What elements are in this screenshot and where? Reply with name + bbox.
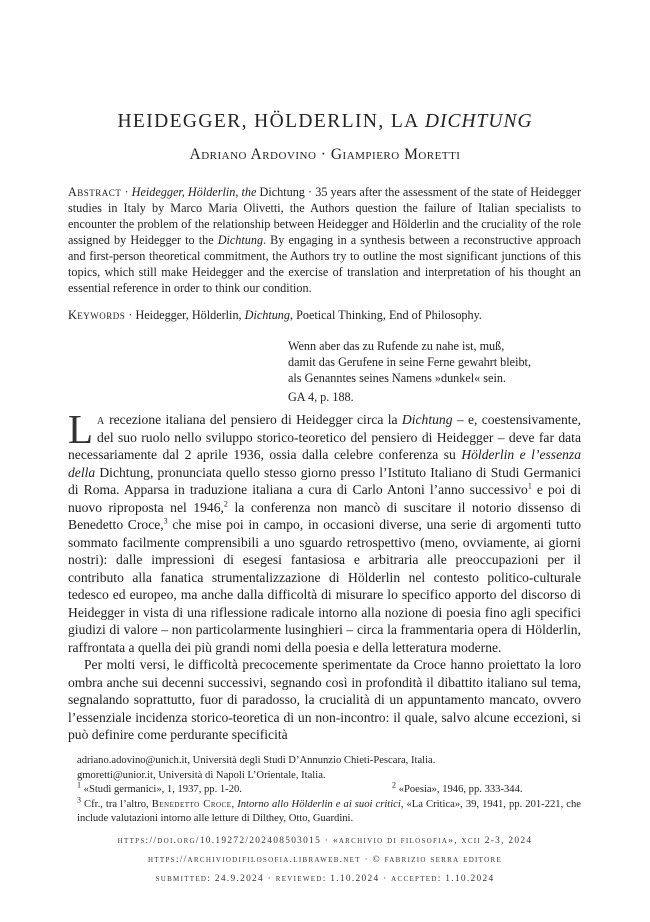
abstract-label: Abstract bbox=[68, 185, 122, 199]
abstract-dichtung: Dichtung bbox=[217, 233, 264, 247]
keywords bbox=[68, 307, 581, 323]
title-italic: DICHTUNG bbox=[424, 111, 533, 132]
abstract-title-italic: Heidegger, Hölderlin, the bbox=[131, 185, 257, 199]
footnote-1 bbox=[77, 780, 392, 798]
footnote-divider bbox=[68, 748, 581, 749]
body-text-run: recezione italiana del pensiero di Heidegger circa la bbox=[104, 412, 402, 427]
drop-cap-continuation: a bbox=[97, 412, 105, 427]
keywords-text-2: , Poetical Thinking, End of Philosophy. bbox=[290, 308, 482, 322]
footnote-text: Cfr., tra l’altro, bbox=[81, 798, 152, 810]
body-italic-run: Dichtung bbox=[401, 412, 453, 427]
keywords-label: Keywords bbox=[68, 308, 126, 322]
body-text-run: e poi di nuovo riproposta nel 1946, bbox=[68, 482, 581, 515]
footnote-ref[interactable]: 1 bbox=[527, 481, 532, 491]
footnote-number: 2 bbox=[392, 780, 396, 790]
authors-line: Adriano Ardovino · Giampiero Moretti bbox=[189, 146, 461, 163]
footnote-text: , «La Critica», 39, 1941, pp. 201-221, che include valutazioni intorno alle letture di Dilthey, Otto, Guardini. bbox=[77, 798, 581, 825]
footer-website-line: https://archiviodifilosofia.libraweb.net · © fabrizio serra editore bbox=[147, 855, 503, 865]
footnote-2 bbox=[392, 780, 523, 798]
footnote-text: , bbox=[231, 798, 238, 810]
footnotes bbox=[68, 754, 581, 827]
epigraph-line: Wenn aber das zu Rufende zu nahe ist, muß, bbox=[288, 339, 505, 353]
footnote-title: Intorno allo Hölderlin e ai suoi critici bbox=[237, 798, 401, 810]
abstract-text-1: · 35 years after the assessment of the state of Heidegger studies in Italy by Marco Maria Olivetti, the Authors question the failure of Italian specialists to encounter the problem of the relationship between Heidegger and Hölderlin and the cruciality of the role assigned by Heidegger to the bbox=[68, 185, 582, 247]
body-text-run: la conferenza non mancò di suscitare il notorio dissenso di Benedetto Croce, bbox=[68, 499, 581, 532]
body-italic-run: Hölderlin e l’essenza della bbox=[68, 447, 581, 480]
title-main: HEIDEGGER, HÖLDERLIN, LA bbox=[117, 111, 419, 132]
footnote-text: «Studi germanici», 1, 1937, pp. 1-20. bbox=[81, 784, 242, 796]
keywords-dichtung: Dichtung bbox=[244, 308, 290, 322]
abstract-text-2: . By engaging in a synthesis between a reconstructive approach and first-person theoretical commitment, the Authors try to outline the most significant junctions of this topics, which still make Heidegger and the exercise of translation and interpretation of his thought an essential reference in order to think our condition. bbox=[68, 233, 581, 295]
body-text-run: Dichtung, pronunciata quello stesso giorno presso l’Istituto Italiano di Studi Germanici di Roma. Apparsa in traduzione italiana a cura di Carlo Antoni l’anno successivo bbox=[68, 464, 581, 497]
epigraph bbox=[288, 338, 578, 405]
footnote-3 bbox=[68, 795, 581, 827]
epigraph-line: als Genanntes seines Namens »dunkel« sein. bbox=[288, 371, 506, 385]
article-title bbox=[0, 111, 650, 133]
body-text-run: che mise poi in campo, in occasioni diverse, una serie di argomenti tutto sommato facilmente comprensibili a uno sguardo retrospettivo (meno, ovviamente, ai giorni nostri): dalle impressioni di esegesi fantasiosa e arbitraria alle preoccupazioni per il contributo alla fanatica strumentalizzazione di Hölderlin nel contesto politico-culturale tedesco ed europeo, ma anche dalla difficoltà di misurare lo specifico apporto del discorso di Heidegger in vista di una riflessione radicale intorno alla nozione di poesia fino agli specifici giudizi di valore – non particolarmente lusinghieri – circa la frammentaria opera di Hölderlin, raffrontata a quella dei più grandi nomi della poesia e della letteratura moderne. bbox=[68, 517, 581, 655]
footnote-number: 3 bbox=[77, 795, 81, 805]
abstract-title-roman: Dichtung bbox=[256, 185, 305, 199]
author-affiliation: adriano.adovino@unich.it, Università degli Studi D’Annunzio Chieti-Pescara, Italia. bbox=[77, 755, 436, 766]
abstract bbox=[68, 184, 581, 296]
body-paragraph: Per molti versi, le difficoltà precocemente sperimentate da Croce hanno proiettato la loro ombra anche sui decenni successivi, segnando così in profondità il dibattito italiano sul tema, segnalando soprattutto, fuor di paradosso, la crucialità di un appuntamento mancato, ovvero l’essenziale incidenza storico-teoretica di un non-incontro: il quale, salvo alcune eccezioni, si può definire come perdurante specificità bbox=[68, 657, 581, 742]
footnote-row bbox=[68, 780, 581, 798]
footer-doi-line: https://doi.org/10.19272/202408503015 · «archivio di filosofia», xcii 2-3, 2024 bbox=[117, 836, 533, 846]
abstract-separator: · bbox=[121, 185, 132, 199]
keywords-separator: · bbox=[125, 308, 136, 322]
epigraph-reference: GA 4, p. 188. bbox=[288, 390, 354, 404]
keywords-text-1: Heidegger, Hölderlin, bbox=[135, 308, 245, 322]
footer-dates-line: submitted: 24.9.2024 · reviewed: 1.10.2024 · accepted: 1.10.2024 bbox=[155, 874, 495, 884]
footnote-text: «Poesia», 1946, pp. 333-344. bbox=[396, 784, 523, 796]
drop-cap: L bbox=[68, 406, 94, 452]
body-text-run: – e, coestensivamente, del suo ruolo nello sviluppo storico-teoretico del pensiero di Heidegger – deve far data necessariamente dal 2 aprile 1936, ossia dalla celebre conferenza su bbox=[68, 412, 581, 462]
footnote-ref[interactable]: 2 bbox=[223, 498, 228, 508]
footnote-ref[interactable]: 3 bbox=[163, 516, 168, 526]
footnote-author: Benedetto Croce bbox=[151, 798, 232, 810]
body-text bbox=[68, 406, 581, 744]
body-paragraph bbox=[68, 406, 581, 656]
footnote-number: 1 bbox=[77, 780, 81, 790]
author-affiliation: gmoretti@unior.it, Università di Napoli L’Orientale, Italia. bbox=[77, 769, 326, 781]
epigraph-line: damit das Gerufene in seine Ferne gewahrt bleibt, bbox=[288, 355, 531, 369]
